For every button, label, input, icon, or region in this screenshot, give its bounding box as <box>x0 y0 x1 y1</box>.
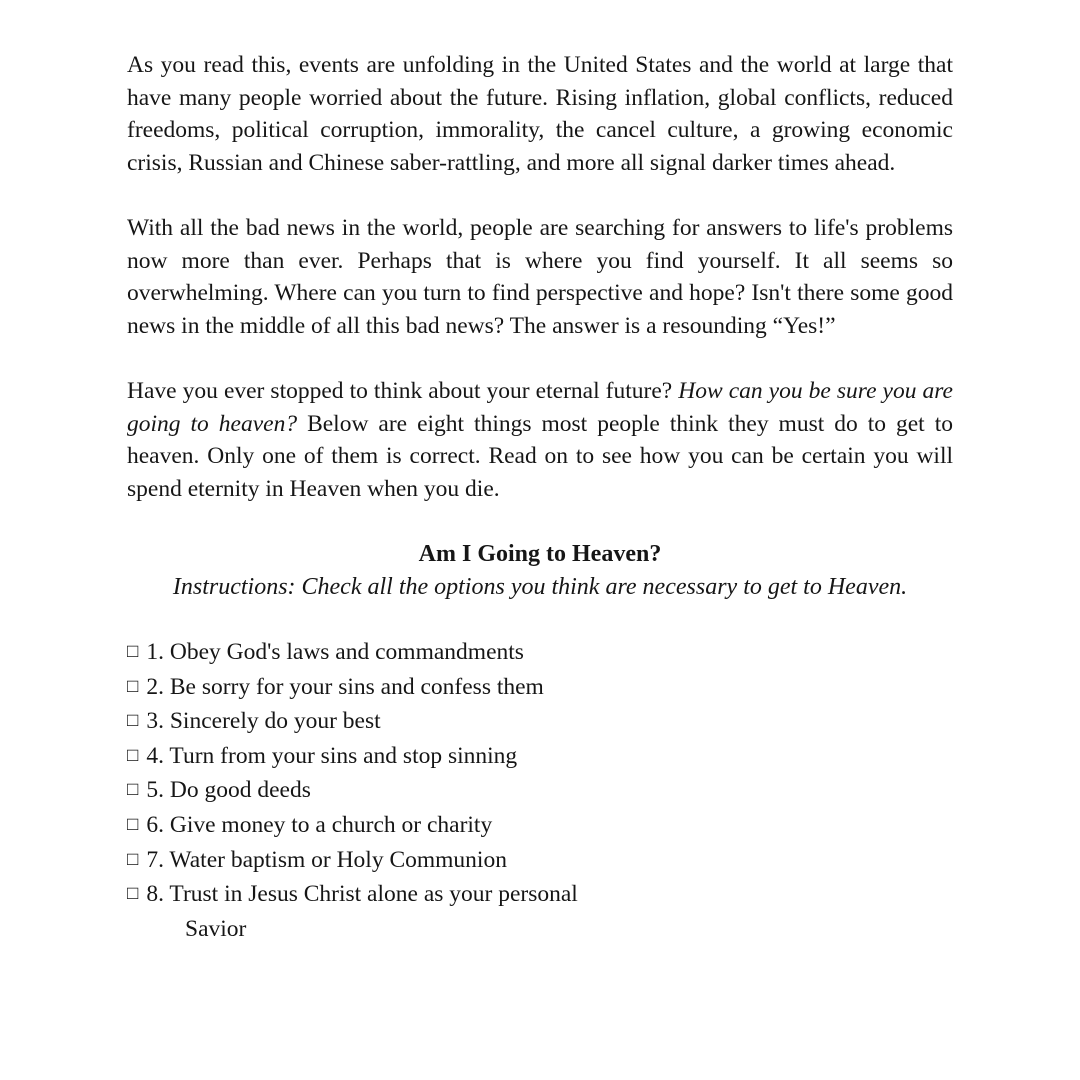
checklist-item-label: 1. Obey God's laws and commandments <box>146 639 524 666</box>
checkbox-icon[interactable]: □ <box>127 641 139 663</box>
checklist-item-2 <box>127 671 953 706</box>
paragraph-current-events-text: As you read this, events are unfolding in the United States and the world at large that have many people worried about the future. Rising inflation, global conflicts, reduced freedoms, political corruption, immorality, the cancel culture, a growing economic crisis, Russian and Chinese saber-rattling, and more all signal darker times ahead. <box>127 52 953 176</box>
paragraph-eternal-future-text-2: Below are eight things most people think they must do to get to heaven. Only one of them is correct. Read on to see how you can be certain you will spend eternity in Heaven when you die. <box>127 410 953 502</box>
paragraph-eternal-future <box>127 375 953 505</box>
quiz-title: Am I Going to Heaven? <box>418 540 662 567</box>
checkbox-icon[interactable]: □ <box>127 779 139 801</box>
checklist-item-3 <box>127 705 953 740</box>
checklist-item-label: 4. Turn from your sins and stop sinning <box>146 742 518 769</box>
heaven-checklist <box>127 636 953 945</box>
checklist-item-5 <box>127 774 953 809</box>
checklist-item-4 <box>127 740 953 775</box>
checklist-item-label: 5. Do good deeds <box>146 777 311 804</box>
checkbox-icon[interactable]: □ <box>127 744 139 766</box>
checkbox-icon[interactable]: □ <box>127 710 139 732</box>
quiz-instructions: Instructions: Check all the options you think are necessary to get to Heaven. <box>172 573 908 600</box>
checklist-item-8-continuation: Savior <box>185 915 247 942</box>
paragraph-bad-news <box>127 212 953 342</box>
checklist-item-label: 2. Be sorry for your sins and confess them <box>146 673 544 700</box>
checklist-item-6 <box>127 809 953 844</box>
paragraph-eternal-future-italic-question: How can you be sure you are going to heaven? <box>127 377 953 437</box>
paragraph-current-events <box>127 49 953 179</box>
checkbox-icon[interactable]: □ <box>127 883 139 905</box>
checkbox-icon[interactable]: □ <box>127 814 139 836</box>
checklist-item-8 <box>127 878 953 945</box>
checkbox-icon[interactable]: □ <box>127 675 139 697</box>
checklist-item-label: 8. Trust in Jesus Christ alone as your personal <box>146 881 578 908</box>
paragraph-eternal-future-text-1: Have you ever stopped to think about your eternal future? <box>127 377 679 404</box>
checklist-item-label: 3. Sincerely do your best <box>146 708 381 735</box>
checklist-item-label: 7. Water baptism or Holy Communion <box>146 846 507 873</box>
checklist-item-1 <box>127 636 953 671</box>
checklist-item-7 <box>127 844 953 879</box>
paragraph-bad-news-text: With all the bad news in the world, people are searching for answers to life's problems now more than ever. Perhaps that is where you find yourself. It all seems so overwhelming. Where can you turn to find perspective and hope? Isn't there some good news in the middle of all this bad news? The answer is a resounding “Yes!” <box>127 214 953 339</box>
checklist-item-label: 6. Give money to a church or charity <box>146 812 493 839</box>
checkbox-icon[interactable]: □ <box>127 848 139 870</box>
